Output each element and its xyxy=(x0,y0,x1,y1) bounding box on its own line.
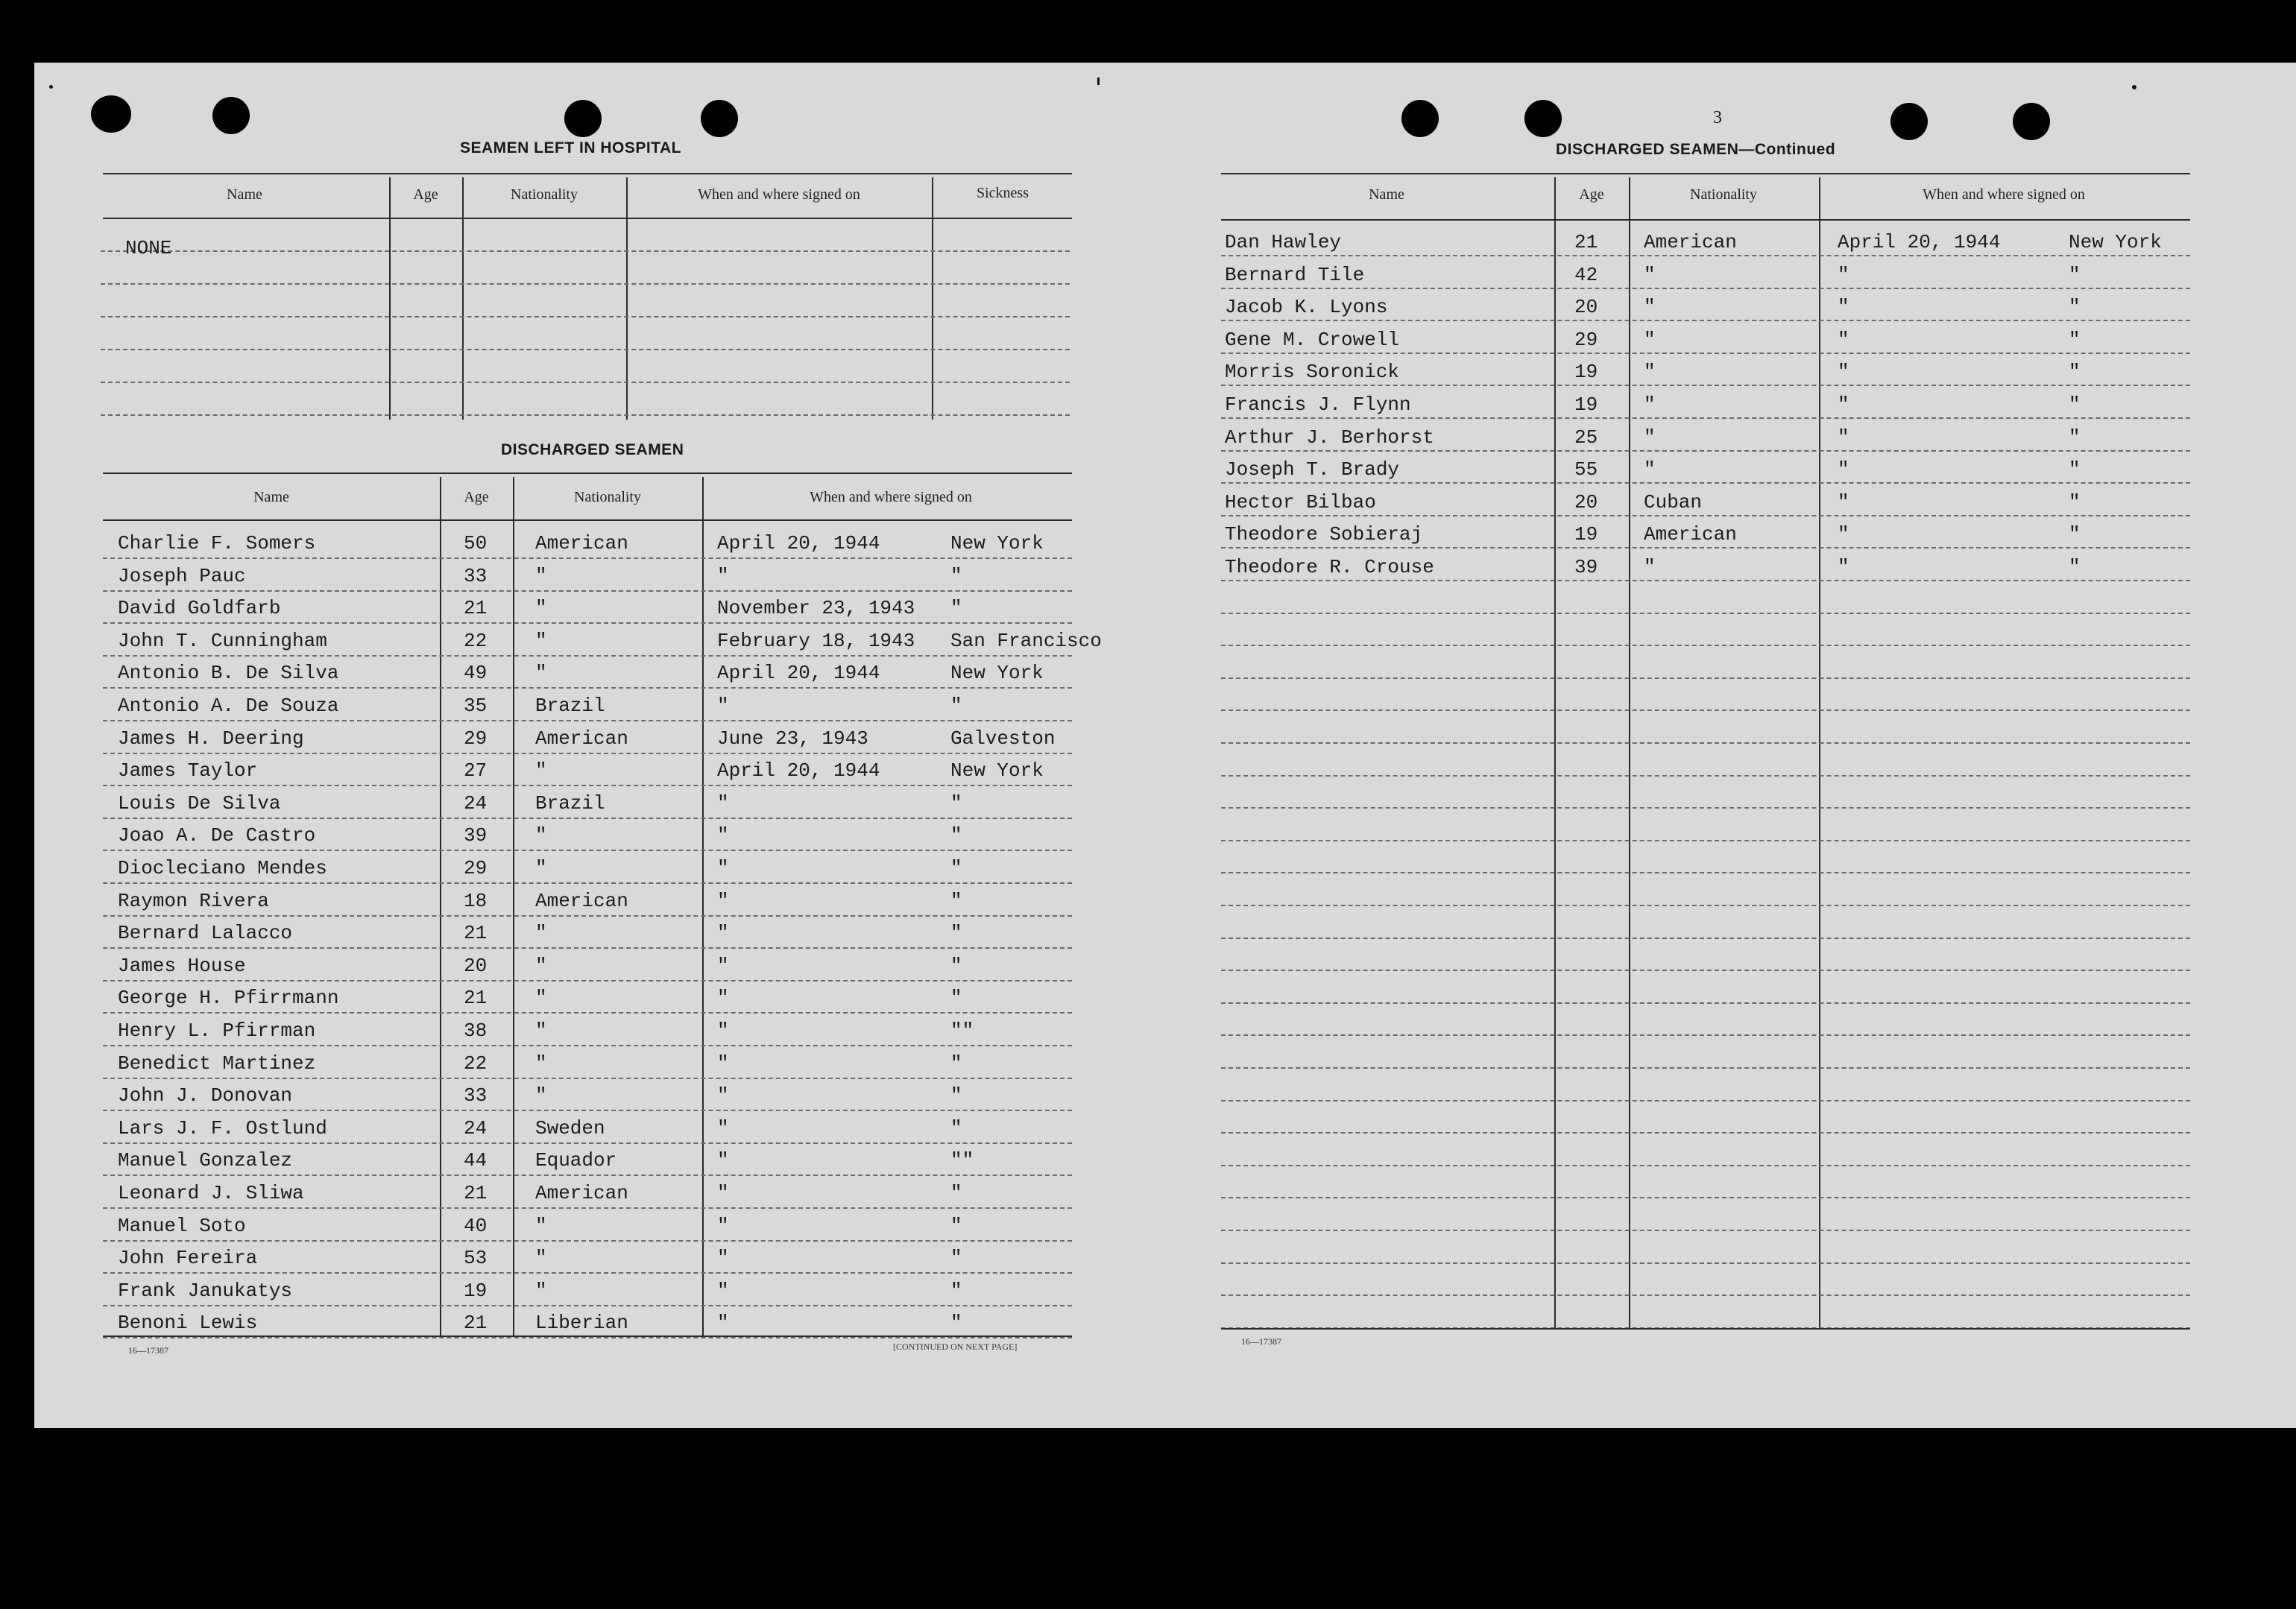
signed-on-date: " xyxy=(717,695,729,717)
signed-on-date: " xyxy=(717,1312,729,1334)
seaman-name: Leonard J. Sliwa xyxy=(118,1182,304,1204)
row-rule xyxy=(101,316,1070,317)
signed-on-date: " xyxy=(1838,491,1849,513)
seaman-age: 42 xyxy=(1574,264,1598,286)
seaman-name: Lars J. F. Ostlund xyxy=(118,1117,327,1139)
seaman-age: 29 xyxy=(1574,329,1598,351)
row-rule xyxy=(103,557,1072,559)
seaman-nationality: American xyxy=(535,727,628,750)
signed-on-date: " xyxy=(717,1247,729,1269)
signed-on-date: " xyxy=(1838,556,1849,578)
signed-on-place: " xyxy=(2069,361,2081,383)
seaman-name: Joseph Pauc xyxy=(118,565,246,587)
signed-on-place: " xyxy=(2069,556,2081,578)
row-rule xyxy=(103,1142,1072,1144)
row-rule xyxy=(1221,775,2190,777)
seaman-age: 55 xyxy=(1574,458,1598,481)
signed-on-date: " xyxy=(717,1182,729,1204)
row-rule xyxy=(1221,417,2190,419)
seaman-nationality: " xyxy=(1644,361,1656,383)
seaman-age: 38 xyxy=(464,1020,488,1042)
signed-on-place: " xyxy=(950,1182,962,1204)
signed-on-place: New York xyxy=(950,532,1044,554)
hospital-col-signed-on: When and where signed on xyxy=(698,186,860,203)
signed-on-date: " xyxy=(717,922,729,944)
seaman-age: 20 xyxy=(1574,491,1598,513)
scan-mark xyxy=(1097,78,1100,85)
row-rule xyxy=(1221,320,2190,321)
page-number: 3 xyxy=(1713,108,1722,127)
row-rule xyxy=(103,785,1072,786)
seaman-age: 29 xyxy=(464,727,488,750)
row-rule xyxy=(1221,1067,2190,1069)
row-rule xyxy=(101,414,1070,416)
signed-on-date: " xyxy=(717,1215,729,1237)
seaman-nationality: " xyxy=(1644,264,1656,286)
row-rule xyxy=(103,1272,1072,1274)
signed-on-place: " xyxy=(950,824,962,847)
seaman-nationality: " xyxy=(535,1084,547,1107)
signed-on-date: " xyxy=(717,857,729,879)
seaman-name: Bernard Lalacco xyxy=(118,922,293,944)
continued-col-signed-on: When and where signed on xyxy=(1923,186,2085,203)
seaman-nationality: Sweden xyxy=(535,1117,605,1139)
row-rule xyxy=(1221,905,2190,906)
seaman-nationality: " xyxy=(535,1020,547,1042)
row-rule xyxy=(1221,1132,2190,1134)
row-rule xyxy=(1221,1262,2190,1264)
seaman-age: 19 xyxy=(1574,523,1598,546)
signed-on-date: June 23, 1943 xyxy=(717,727,868,750)
seaman-nationality: American xyxy=(535,532,628,554)
seaman-name: Theodore Sobieraj xyxy=(1225,523,1423,546)
signed-on-date: April 20, 1944 xyxy=(717,759,880,782)
seaman-nationality: " xyxy=(535,662,547,684)
seaman-nationality: " xyxy=(535,1247,547,1269)
hospital-col-age: Age xyxy=(413,186,438,203)
row-rule xyxy=(103,980,1072,981)
signed-on-place: " xyxy=(2069,491,2081,513)
signed-on-place: " xyxy=(2069,523,2081,546)
continued-col-nationality: Nationality xyxy=(1690,186,1757,203)
seaman-name: James H. Deering xyxy=(118,727,304,750)
signed-on-date: " xyxy=(1838,264,1849,286)
hospital-header-rule xyxy=(103,218,1072,219)
signed-on-date: " xyxy=(1838,523,1849,546)
punch-hole xyxy=(1524,100,1562,137)
signed-on-place: " xyxy=(950,1247,962,1269)
seaman-age: 39 xyxy=(464,824,488,847)
signed-on-place: " xyxy=(2069,264,2081,286)
signed-on-place: " xyxy=(2069,329,2081,351)
seaman-nationality: " xyxy=(535,824,547,847)
discharged-col-signed-on: When and where signed on xyxy=(810,489,972,505)
row-rule xyxy=(1221,450,2190,452)
signed-on-date: April 20, 1944 xyxy=(717,662,880,684)
seaman-age: 21 xyxy=(464,987,488,1009)
signed-on-place: " xyxy=(2069,393,2081,416)
seaman-age: 21 xyxy=(1574,231,1598,253)
seaman-name: Henry L. Pfirrman xyxy=(118,1020,316,1042)
seaman-name: John Fereira xyxy=(118,1247,258,1269)
seaman-nationality: American xyxy=(535,1182,628,1204)
seaman-age: 40 xyxy=(464,1215,488,1237)
signed-on-date: " xyxy=(1838,458,1849,481)
row-rule xyxy=(1221,709,2190,711)
punch-hole xyxy=(1890,103,1928,140)
signed-on-date: " xyxy=(1838,426,1849,449)
signed-on-date: April 20, 1944 xyxy=(717,532,880,554)
row-rule xyxy=(103,882,1072,884)
seaman-age: 44 xyxy=(464,1149,488,1172)
punch-hole xyxy=(91,95,131,133)
punch-hole xyxy=(1401,100,1439,137)
signed-on-place: " xyxy=(950,857,962,879)
row-rule xyxy=(103,1337,1072,1338)
seaman-nationality: " xyxy=(535,565,547,587)
seaman-name: Manuel Soto xyxy=(118,1215,246,1237)
row-rule xyxy=(101,349,1070,350)
continued-note: [CONTINUED ON NEXT PAGE] xyxy=(893,1341,1018,1352)
seaman-nationality: American xyxy=(535,890,628,912)
scan-mark xyxy=(49,85,53,89)
form-number: 16—17387 xyxy=(128,1345,168,1356)
seaman-age: 33 xyxy=(464,1084,488,1107)
signed-on-date: November 23, 1943 xyxy=(717,597,915,619)
seaman-age: 22 xyxy=(464,630,488,652)
seaman-nationality: " xyxy=(535,857,547,879)
row-rule xyxy=(1221,1034,2190,1036)
row-rule xyxy=(103,720,1072,721)
signed-on-place: New York xyxy=(2069,231,2162,253)
seaman-nationality: Equador xyxy=(535,1149,617,1172)
seaman-name: Raymon Rivera xyxy=(118,890,269,912)
seaman-nationality: " xyxy=(535,922,547,944)
signed-on-place: " xyxy=(950,597,962,619)
row-rule xyxy=(1221,1165,2190,1166)
seaman-name: George H. Pfirrmann xyxy=(118,987,339,1009)
signed-on-date: " xyxy=(717,1280,729,1302)
signed-on-date: " xyxy=(717,987,729,1009)
seaman-nationality: " xyxy=(535,759,547,782)
seaman-age: 35 xyxy=(464,695,488,717)
form-number-right: 16—17387 xyxy=(1241,1336,1281,1347)
seaman-nationality: " xyxy=(535,955,547,977)
seaman-name: Manuel Gonzalez xyxy=(118,1149,293,1172)
seaman-name: John J. Donovan xyxy=(118,1084,293,1107)
punch-hole xyxy=(701,100,738,137)
continued-header-rule xyxy=(1221,219,2190,221)
row-rule xyxy=(103,1012,1072,1014)
row-rule xyxy=(1221,385,2190,386)
seaman-nationality: " xyxy=(1644,556,1656,578)
row-rule xyxy=(1221,1100,2190,1101)
seaman-name: David Goldfarb xyxy=(118,597,281,619)
row-rule xyxy=(1221,938,2190,939)
signed-on-date: " xyxy=(717,824,729,847)
signed-on-place: " xyxy=(950,987,962,1009)
discharged-col-name: Name xyxy=(253,489,289,505)
seaman-age: 50 xyxy=(464,532,488,554)
seaman-name: Louis De Silva xyxy=(118,792,281,815)
row-rule xyxy=(1221,1197,2190,1198)
hospital-col-sickness: Sickness xyxy=(977,185,1029,201)
seaman-nationality: Cuban xyxy=(1644,491,1703,513)
seaman-age: 33 xyxy=(464,565,488,587)
row-rule xyxy=(1221,1230,2190,1231)
row-rule xyxy=(1221,515,2190,516)
signed-on-place: " xyxy=(950,565,962,587)
signed-on-date: February 18, 1943 xyxy=(717,630,915,652)
punch-hole xyxy=(564,100,602,137)
continued-col-name: Name xyxy=(1369,186,1404,203)
hospital-table-top-rule xyxy=(103,173,1072,174)
seaman-name: Francis J. Flynn xyxy=(1225,393,1411,416)
hospital-col-name: Name xyxy=(227,186,262,203)
seaman-nationality: " xyxy=(535,1280,547,1302)
signed-on-date: " xyxy=(717,565,729,587)
seaman-age: 49 xyxy=(464,662,488,684)
seaman-nationality: Liberian xyxy=(535,1312,628,1334)
seaman-age: 21 xyxy=(464,1312,488,1334)
row-rule xyxy=(103,687,1072,689)
seaman-nationality: " xyxy=(535,1215,547,1237)
continued-section-title: DISCHARGED SEAMEN—Continued xyxy=(1556,141,1836,158)
signed-on-place: " xyxy=(2069,426,2081,449)
row-rule xyxy=(103,1175,1072,1176)
seaman-age: 19 xyxy=(464,1280,488,1302)
punch-hole xyxy=(212,97,250,134)
row-rule xyxy=(1221,1295,2190,1296)
seaman-name: Frank Janukatys xyxy=(118,1280,293,1302)
seaman-age: 22 xyxy=(464,1052,488,1075)
signed-on-date: " xyxy=(717,1149,729,1172)
signed-on-place: " xyxy=(950,1117,962,1139)
row-rule xyxy=(103,947,1072,949)
seaman-age: 39 xyxy=(1574,556,1598,578)
row-rule xyxy=(1221,353,2190,354)
seaman-name: Joao A. De Castro xyxy=(118,824,316,847)
signed-on-place: "" xyxy=(950,1020,974,1042)
row-rule xyxy=(1221,1002,2190,1004)
seaman-age: 27 xyxy=(464,759,488,782)
signed-on-place: New York xyxy=(950,759,1044,782)
signed-on-place: " xyxy=(950,1312,962,1334)
seaman-nationality: " xyxy=(535,597,547,619)
signed-on-place: " xyxy=(950,1215,962,1237)
document-sheet xyxy=(34,63,2296,1428)
seaman-age: 19 xyxy=(1574,361,1598,383)
signed-on-date: " xyxy=(717,1117,729,1139)
seaman-nationality: " xyxy=(1644,458,1656,481)
seaman-nationality: American xyxy=(1644,231,1737,253)
signed-on-date: " xyxy=(717,1052,729,1075)
seaman-name: Diocleciano Mendes xyxy=(118,857,327,879)
seaman-name: Antonio B. De Silva xyxy=(118,662,339,684)
seaman-nationality: " xyxy=(1644,296,1656,318)
row-rule xyxy=(103,1045,1072,1046)
seaman-name: James House xyxy=(118,955,246,977)
row-rule xyxy=(1221,840,2190,841)
seaman-age: 24 xyxy=(464,792,488,815)
continued-col-age: Age xyxy=(1579,186,1604,203)
row-rule xyxy=(103,818,1072,819)
seaman-age: 21 xyxy=(464,1182,488,1204)
seaman-name: Joseph T. Brady xyxy=(1225,458,1400,481)
signed-on-place: San Francisco xyxy=(950,630,1102,652)
seaman-name: Dan Hawley xyxy=(1225,231,1342,253)
row-rule xyxy=(1221,482,2190,484)
seaman-name: Morris Soronick xyxy=(1225,361,1400,383)
row-rule xyxy=(103,1240,1072,1242)
seaman-name: Antonio A. De Souza xyxy=(118,695,339,717)
seaman-age: 29 xyxy=(464,857,488,879)
seaman-name: James Taylor xyxy=(118,759,258,782)
seaman-name: John T. Cunningham xyxy=(118,630,327,652)
seaman-age: 53 xyxy=(464,1247,488,1269)
discharged-section-title: DISCHARGED SEAMEN xyxy=(501,441,684,458)
discharged-col-nationality: Nationality xyxy=(574,489,641,505)
row-rule xyxy=(101,283,1070,285)
row-rule xyxy=(1221,255,2190,256)
seaman-nationality: " xyxy=(1644,426,1656,449)
signed-on-place: " xyxy=(950,695,962,717)
seaman-age: 24 xyxy=(464,1117,488,1139)
seaman-age: 19 xyxy=(1574,393,1598,416)
row-rule xyxy=(103,753,1072,754)
row-rule xyxy=(1221,645,2190,646)
row-rule xyxy=(101,382,1070,383)
row-rule xyxy=(1221,872,2190,873)
seaman-nationality: " xyxy=(535,1052,547,1075)
row-rule xyxy=(103,850,1072,851)
seaman-nationality: Brazil xyxy=(535,792,605,815)
seaman-age: 21 xyxy=(464,597,488,619)
discharged-table-top-rule xyxy=(103,472,1072,474)
seaman-name: Jacob K. Lyons xyxy=(1225,296,1388,318)
seaman-name: Gene M. Crowell xyxy=(1225,329,1400,351)
hospital-section-title: SEAMEN LEFT IN HOSPITAL xyxy=(460,139,681,157)
seaman-nationality: " xyxy=(535,987,547,1009)
row-rule xyxy=(1221,547,2190,549)
signed-on-place: " xyxy=(950,1280,962,1302)
continued-table-top-rule xyxy=(1221,173,2190,174)
row-rule xyxy=(103,590,1072,592)
signed-on-date: " xyxy=(1838,296,1849,318)
row-rule xyxy=(103,622,1072,624)
seaman-age: 21 xyxy=(464,922,488,944)
signed-on-place: " xyxy=(950,955,962,977)
row-rule xyxy=(103,915,1072,917)
punch-hole xyxy=(2013,103,2050,140)
signed-on-date: " xyxy=(717,792,729,815)
seaman-name: Benoni Lewis xyxy=(118,1312,258,1334)
seaman-age: 20 xyxy=(1574,296,1598,318)
hospital-row-name: NONE xyxy=(125,237,172,259)
seaman-nationality: American xyxy=(1644,523,1737,546)
signed-on-date: " xyxy=(1838,361,1849,383)
row-rule xyxy=(103,1078,1072,1079)
signed-on-date: " xyxy=(717,955,729,977)
seaman-nationality: " xyxy=(535,630,547,652)
row-rule xyxy=(103,1207,1072,1209)
row-rule xyxy=(1221,807,2190,809)
signed-on-date: " xyxy=(717,1084,729,1107)
seaman-name: Bernard Tile xyxy=(1225,264,1365,286)
discharged-header-rule xyxy=(103,519,1072,521)
signed-on-place: New York xyxy=(950,662,1044,684)
signed-on-place: " xyxy=(950,1084,962,1107)
seaman-age: 25 xyxy=(1574,426,1598,449)
hospital-col-nationality: Nationality xyxy=(511,186,578,203)
seaman-age: 20 xyxy=(464,955,488,977)
signed-on-date: " xyxy=(717,1020,729,1042)
signed-on-place: " xyxy=(2069,458,2081,481)
seaman-name: Charlie F. Somers xyxy=(118,532,316,554)
row-rule xyxy=(1221,970,2190,971)
row-rule xyxy=(103,1305,1072,1306)
signed-on-place: Galveston xyxy=(950,727,1056,750)
signed-on-place: " xyxy=(2069,296,2081,318)
scan-mark xyxy=(2132,85,2136,89)
signed-on-place: "" xyxy=(950,1149,974,1172)
signed-on-place: " xyxy=(950,1052,962,1075)
signed-on-place: " xyxy=(950,792,962,815)
signed-on-date: " xyxy=(717,890,729,912)
row-rule xyxy=(1221,742,2190,744)
seaman-name: Arthur J. Berhorst xyxy=(1225,426,1434,449)
row-rule xyxy=(103,1110,1072,1111)
seaman-nationality: " xyxy=(1644,393,1656,416)
signed-on-date: " xyxy=(1838,393,1849,416)
seaman-nationality: Brazil xyxy=(535,695,605,717)
row-rule xyxy=(103,655,1072,657)
row-rule xyxy=(1221,288,2190,289)
discharged-col-age: Age xyxy=(464,489,489,505)
row-rule xyxy=(1221,580,2190,581)
signed-on-date: April 20, 1944 xyxy=(1838,231,2001,253)
signed-on-place: " xyxy=(950,922,962,944)
seaman-name: Hector Bilbao xyxy=(1225,491,1376,513)
seaman-name: Benedict Martinez xyxy=(118,1052,316,1075)
signed-on-place: " xyxy=(950,890,962,912)
row-rule xyxy=(1221,613,2190,614)
row-rule xyxy=(1221,677,2190,679)
seaman-age: 18 xyxy=(464,890,488,912)
seaman-nationality: " xyxy=(1644,329,1656,351)
row-rule xyxy=(101,250,1070,252)
signed-on-date: " xyxy=(1838,329,1849,351)
seaman-name: Theodore R. Crouse xyxy=(1225,556,1434,578)
